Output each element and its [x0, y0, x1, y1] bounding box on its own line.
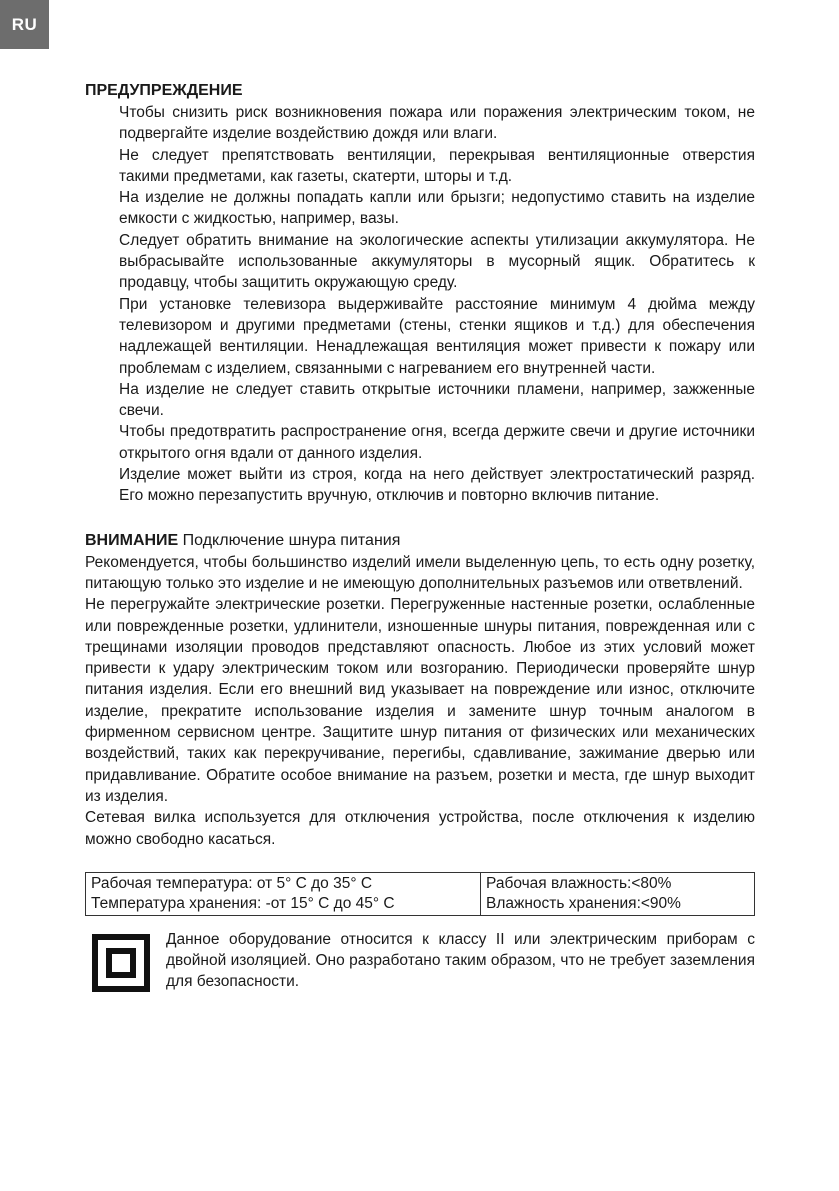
warning-item: Следует обратить внимание на экологические аспекты утилизации аккумулятора. Не выбрасывайте использованные аккумуляторы в мусорный ящик. Обратитесь к продавцу, чтобы защитить окружающую среду.: [119, 231, 755, 292]
storage-temperature: Температура хранения: -от 15° С до 45° С: [91, 894, 395, 912]
attention-section: [85, 530, 755, 850]
language-badge: RU: [0, 0, 49, 49]
attention-paragraph: Рекомендуется, чтобы большинство изделий имели выделенную цепь, то есть одну розетку, питающую только это изделие и не имеющую дополнительных разъемов или ответвлений.: [85, 553, 755, 592]
operating-humidity: Рабочая влажность:<80%: [486, 874, 672, 892]
operating-temperature: Рабочая температура: от 5° С до 35° С: [91, 874, 373, 892]
attention-paragraph: Не перегружайте электрические розетки. Перегруженные настенные розетки, ослабленные или поврежденные розетки, удлинители, изношенные шнуры питания, поврежденная или с трещинами изоляции проводов представляют опасность. Любое из этих условий может привести к удару электрическим током или возгоранию. Периодически проверяйте шнур питания изделия. Если его внешний вид указывает на повреждение или износ, отключите изделие, прекратите использование изделия и замените шнур точным аналогом в фирменном сервисном центре. Защитите шнур питания от физических или механических воздействий, таких как перекручивание, перегибы, сдавливание, зажимание дверью или придавливание. Обратите особое внимание на разъем, розетки и места, где шнур выходит из изделия.: [85, 596, 755, 805]
humidity-cell: [481, 872, 755, 915]
document-body: [85, 80, 755, 993]
spec-table: [85, 872, 755, 916]
storage-humidity: Влажность хранения:<90%: [486, 894, 681, 912]
table-row: [86, 872, 755, 915]
attention-title: ВНИМАНИЕ: [85, 531, 179, 549]
warning-heading: ПРЕДУПРЕЖДЕНИЕ: [85, 82, 243, 99]
class2-text: Данное оборудование относится к классу II или электрическим приборам с двойной изоляцией. Оно разработано таким образом, что не требует заземления для безопасности.: [166, 930, 755, 991]
warning-list: [85, 102, 755, 507]
attention-paragraph: Сетевая вилка используется для отключения устройства, после отключения к изделию можно свободно касаться.: [85, 809, 755, 848]
warning-item: При установке телевизора выдерживайте расстояние минимум 4 дюйма между телевизором и другими предметами (стены, стенки ящиков и т.д.) для обеспечения надлежащей вентиляции. Ненадлежащая вентиляция может привести к пожару или проблемам с изделием, связанными с нагреванием его внутренней части.: [119, 295, 755, 377]
warning-item: Изделие может выйти из строя, когда на него действует электростатический разряд. Его можно перезапустить вручную, отключив и повторно включив питание.: [119, 466, 755, 505]
warning-item: Не следует препятствовать вентиляции, перекрывая вентиляционные отверстия такими предметами, как газеты, скатерти, шторы и т.д.: [119, 146, 755, 185]
attention-subtitle: Подключение шнура питания: [178, 531, 401, 549]
attention-heading: [85, 530, 755, 552]
warning-item: Чтобы снизить риск возникновения пожара или поражения электрическим током, не подвергайте изделие воздействию дождя или влаги.: [119, 104, 755, 143]
warning-item: На изделие не следует ставить открытые источники пламени, например, зажженные свечи.: [119, 380, 755, 420]
warning-item: На изделие не должны попадать капли или брызги; недопустимо ставить на изделие емкости с жидкостью, например, вазы.: [119, 189, 755, 228]
double-insulation-icon: [92, 934, 150, 992]
class2-notice: [85, 929, 755, 993]
temperature-cell: [86, 872, 481, 915]
warning-item: Чтобы предотвратить распространение огня, всегда держите свечи и другие источники открытого огня вдали от данного изделия.: [119, 423, 755, 462]
